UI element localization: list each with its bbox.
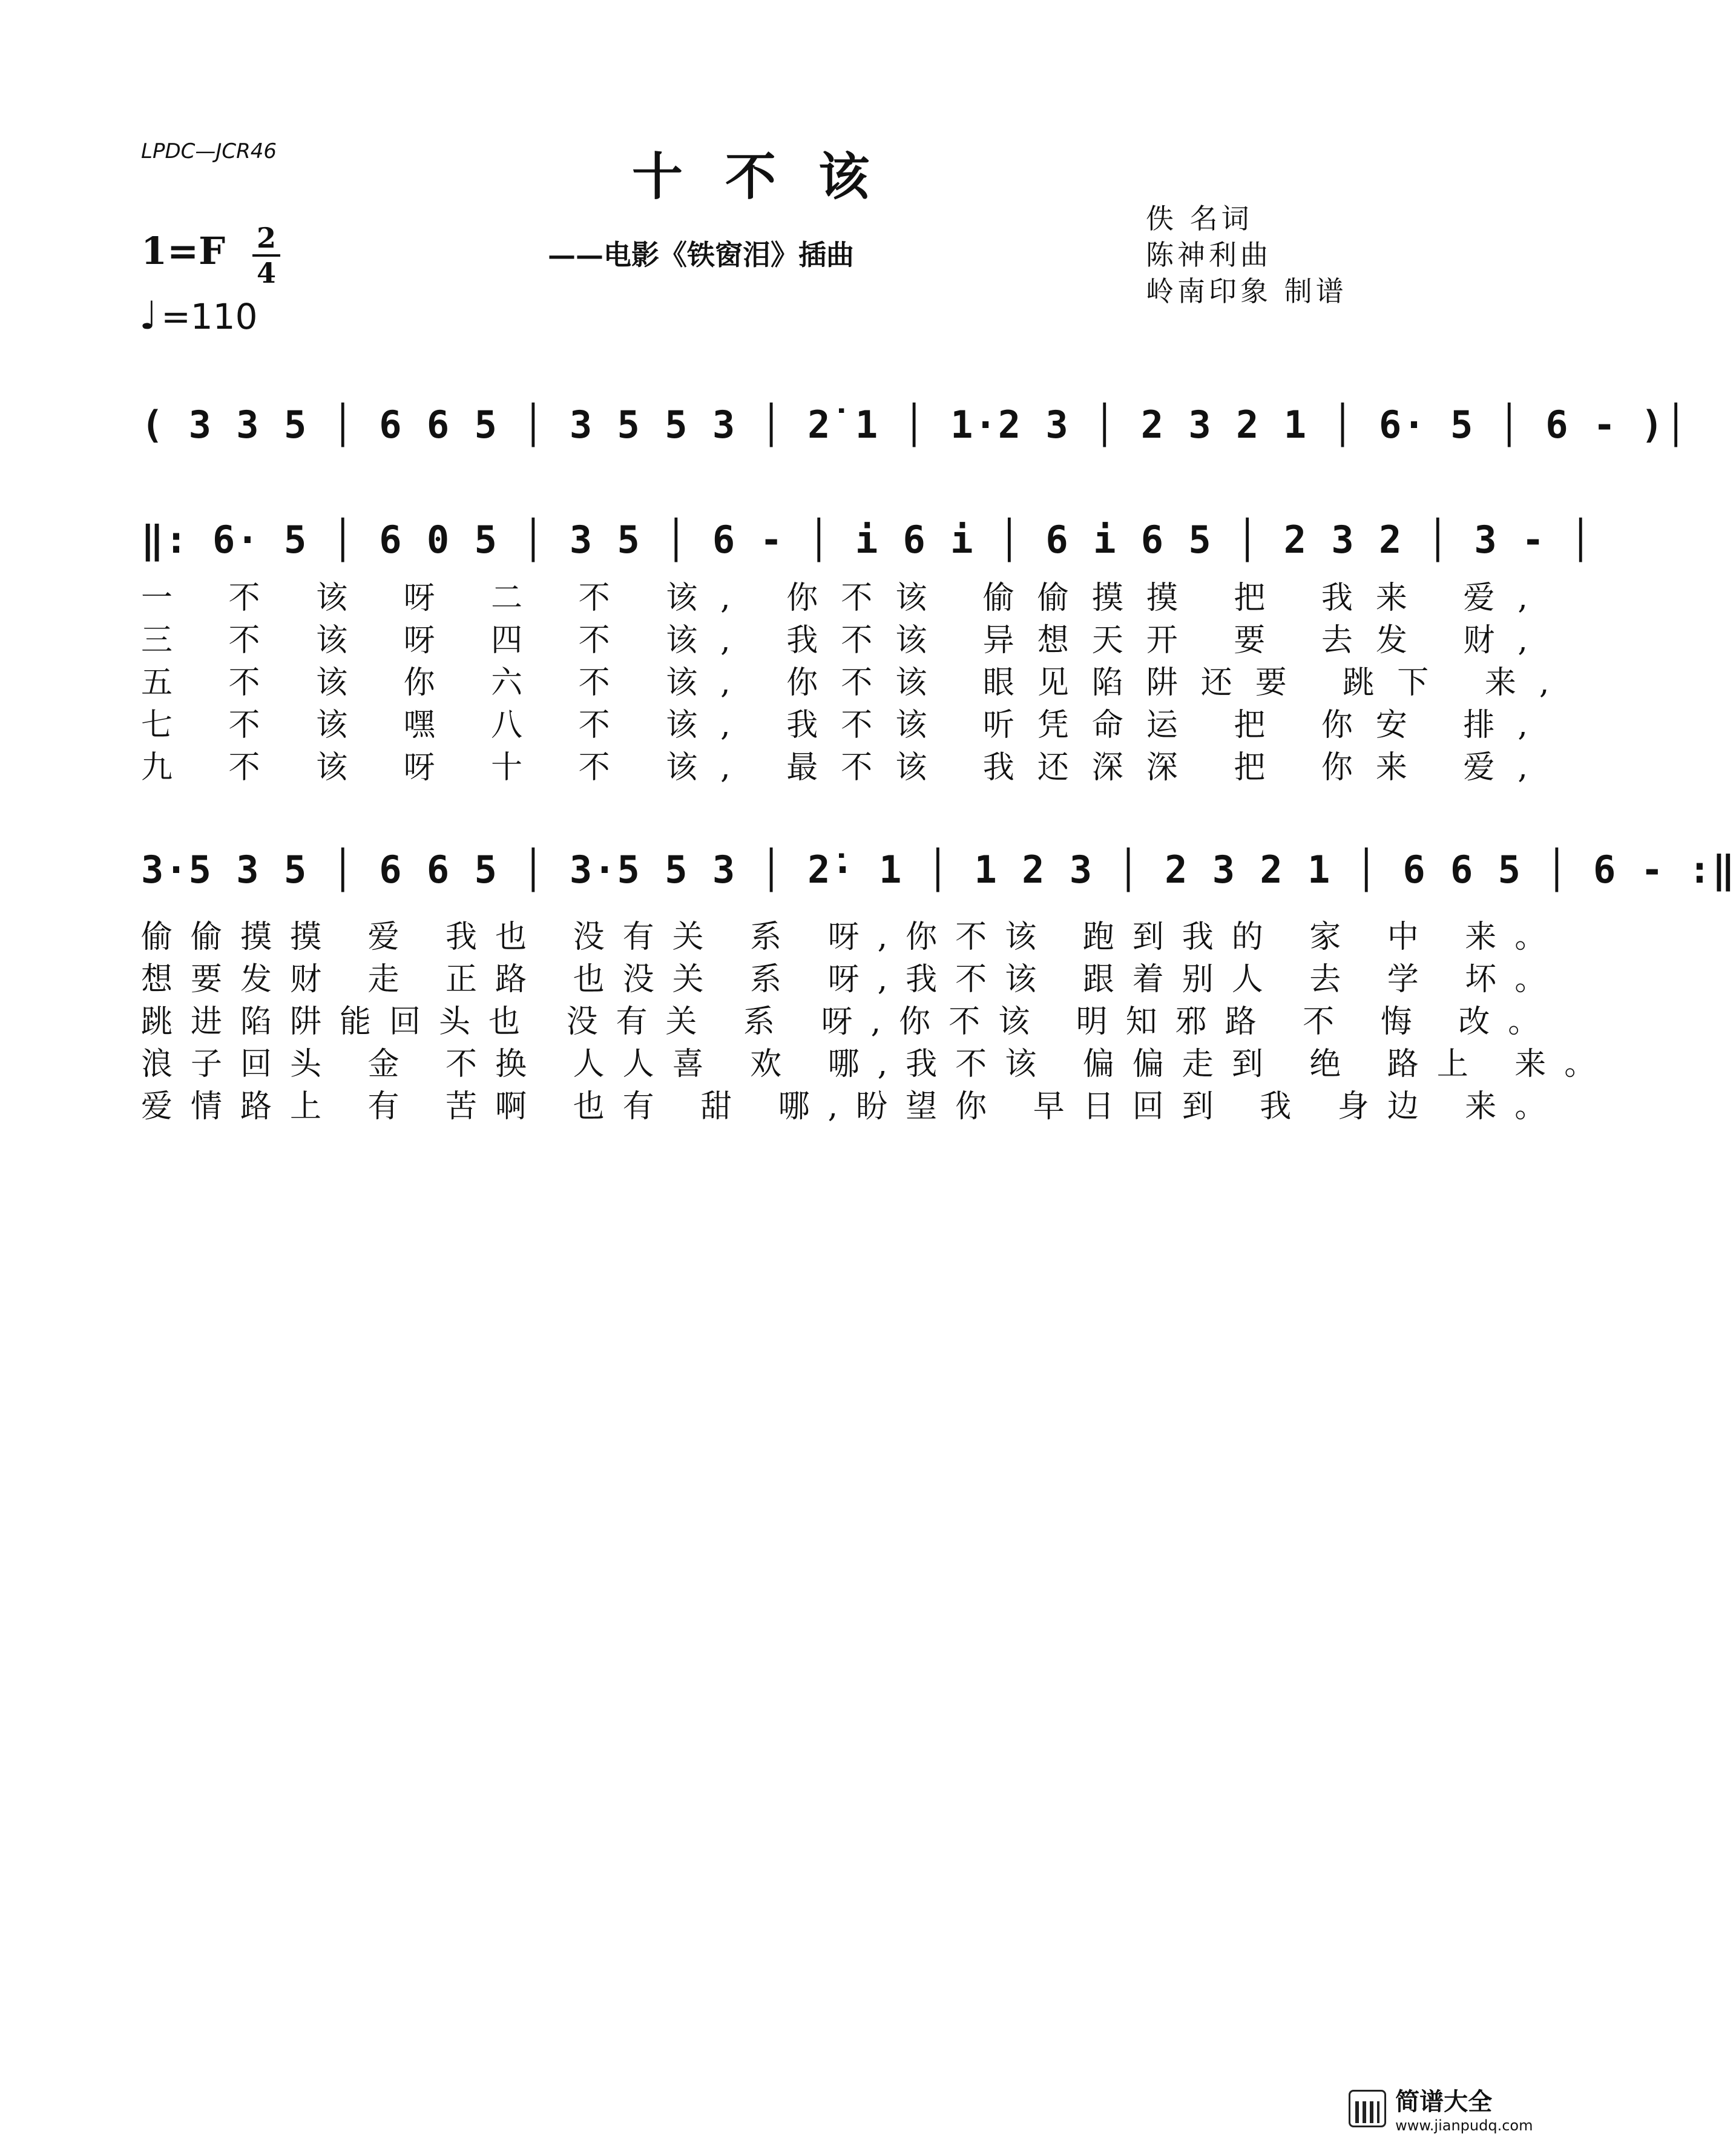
meter-top: 2 (256, 222, 276, 254)
key-signature: 1=F (141, 229, 226, 273)
song-subtitle: ——电影《铁窗泪》插曲 (548, 239, 854, 271)
tempo-marking (139, 294, 258, 338)
song-title: 十不该 (631, 147, 912, 206)
time-signature (248, 224, 284, 287)
score-line-1-text: ( 3 3 5 │ 6 6 5 │ 3 5 5 3 │ 2̇ 1 │ 1·2 3 │ 2 3 2 1 │ 6· 5 │ 6 - )│ (141, 403, 1689, 447)
score-line-3 (141, 848, 1736, 920)
lyric-verse-5a: 九 不 该 呀 十 不 该, 最不该 我还深深 把 你来 爱, (141, 749, 1551, 786)
site-watermark (1349, 2083, 1533, 2134)
lyric-verse-5b: 爱情路上 有 苦啊 也有 甜 哪,盼望你 早日回到 我 身边 来。 (141, 1088, 1565, 1125)
quarter-note-icon: ♩ (139, 294, 158, 338)
lyric-verse-1b: 偷偷摸摸 爱 我也 没有关 系 呀,你不该 跑到我的 家 中 来。 (141, 919, 1565, 955)
credit-lyricist: 佚 名词 (1146, 202, 1253, 235)
watermark-url: www.jianpudq.com (1395, 2117, 1533, 2134)
score-code: LPDC—JCR46 (141, 139, 277, 163)
lyric-verse-2a: 三 不 该 呀 四 不 该, 我不该 异想天开 要 去发 财, (141, 622, 1551, 659)
watermark-name: 简谱大全 (1395, 2088, 1493, 2116)
credit-arranger: 岭南印象 制谱 (1146, 275, 1347, 308)
credit-composer: 陈神利曲 (1146, 239, 1272, 271)
lyric-verse-2b: 想要发财 走 正路 也没关 系 呀,我不该 跟着别人 去 学 坏。 (141, 961, 1565, 998)
lyric-verse-3a: 五 不 该 你 六 不 该, 你不该 眼见陷阱还要 跳下 来, (141, 665, 1573, 701)
lyric-verse-4a: 七 不 该 嘿 八 不 该, 我不该 听凭命运 把 你安 排, (141, 707, 1551, 743)
score-line-1 (141, 403, 1689, 475)
meter-bottom: 4 (256, 257, 276, 289)
score-line-2-text: ‖: 6· 5 │ 6 0 5 │ 3 5 │ 6 - │ i 6 i │ 6 i 6 5 │ 2 3 2 │ 3 - │ (141, 518, 1593, 562)
lyric-verse-4b: 浪子回头 金 不换 人人喜 欢 哪,我不该 偏偏走到 绝 路上 来。 (141, 1046, 1614, 1082)
tempo-value: =110 (161, 296, 258, 337)
score-line-3-text: 3·5 3 5 │ 6 6 5 │ 3·5 5 3 │ 2̇· 1 │ 1 2 3 │ 2 3 2 1 │ 6 6 5 │ 6 - :‖ (141, 848, 1736, 892)
lyric-verse-3b: 跳进陷阱能回头也 没有关 系 呀,你不该 明知邪路 不 悔 改。 (141, 1004, 1558, 1040)
lyric-verse-1a: 一 不 该 呀 二 不 该, 你不该 偷偷摸摸 把 我来 爱, (141, 580, 1551, 616)
piano-keys-icon (1349, 2090, 1386, 2127)
